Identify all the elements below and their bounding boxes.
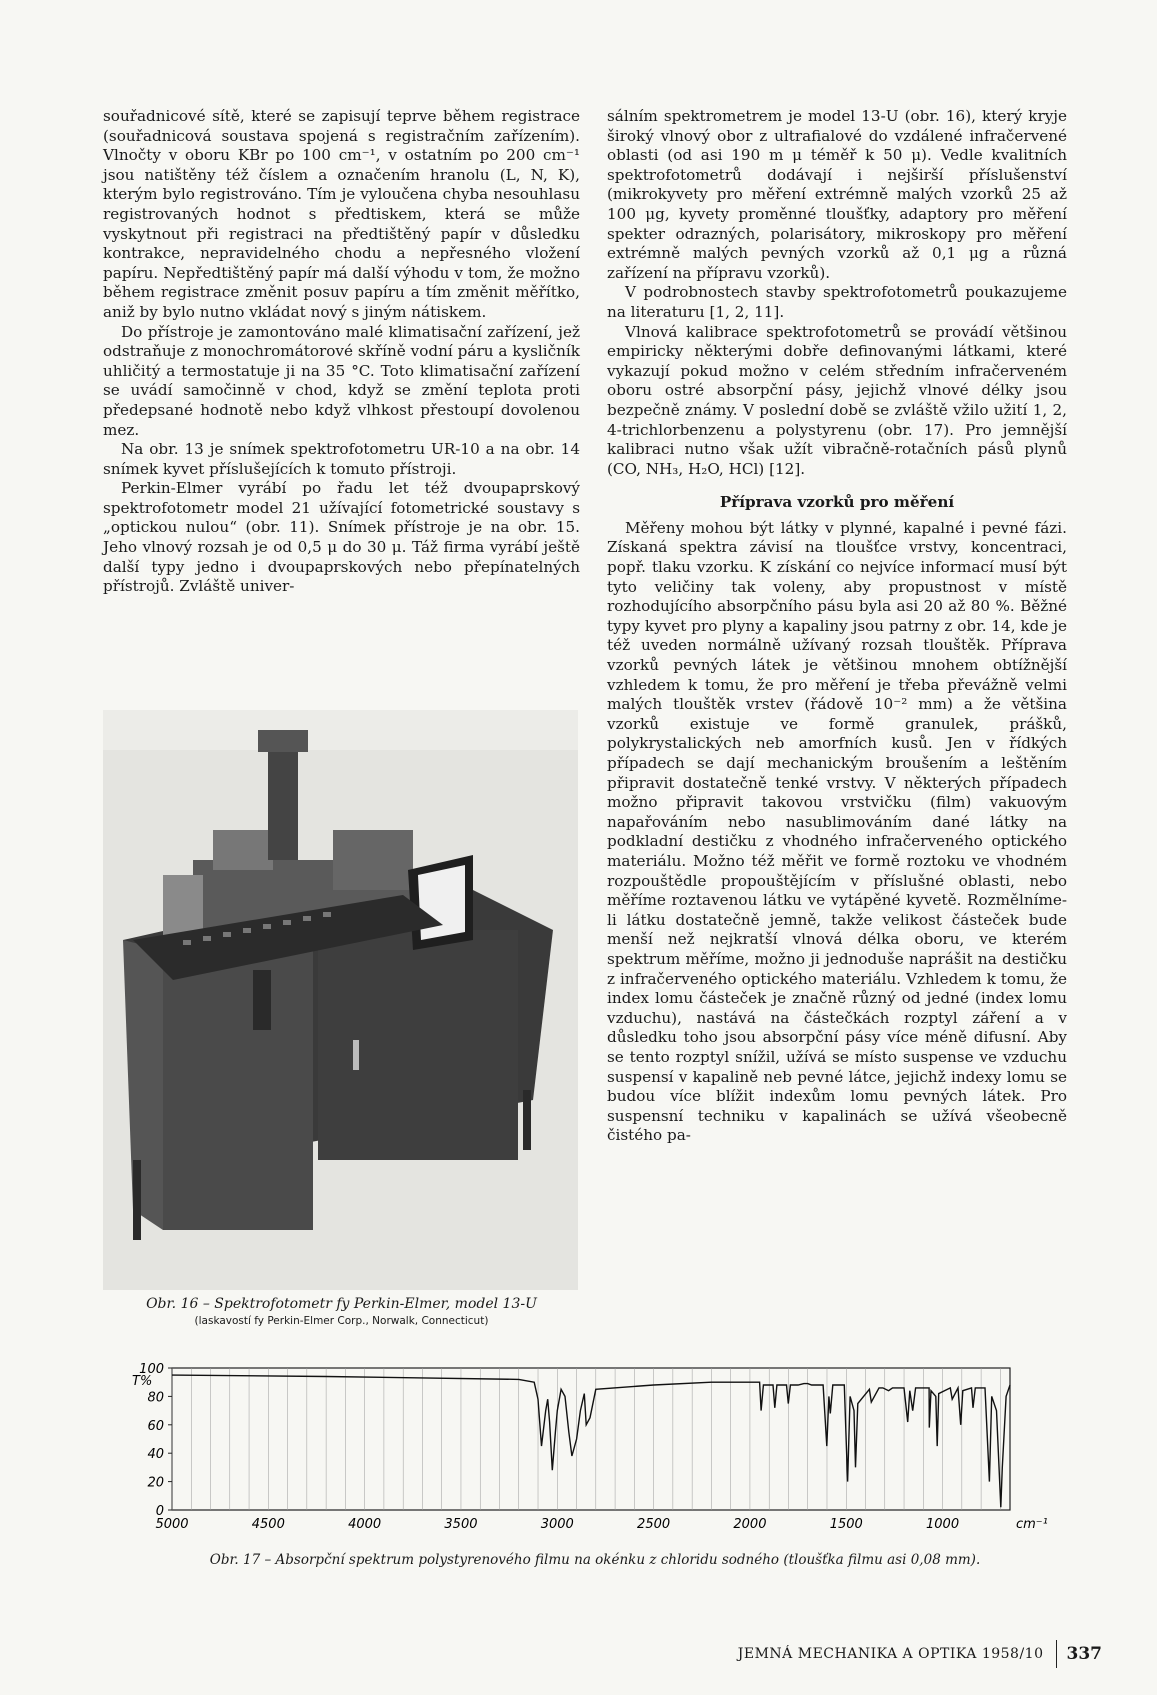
x-tick-label: 1000 (926, 1517, 960, 1532)
paragraph: souřadnicové sítě, které se zapisují teprve během registrace (souřadnicová soustava spojená s registračním zařízením). Vlnočty v oboru KBr po 100 cm⁻¹, v ostatním po 200 cm⁻¹ jsou natištěny též číslem a označením hranolu (L, N, K), kterým bylo registrováno. Tím je vyloučena chyba nesouhlasu registrovaných hodnot s předtiskem, která se může vyskytnout při registraci na předtištěný papír v důsledku kontrakce, nepravidelného chodu a nepřesného vložení papíru. Nepředtištěný papír má další výhodu v tom, že možno během registrace změnit posuv papíru a tím změnit měřítko, aniž by bylo nutno vkládat nový s jiným nátiskem. (103, 107, 580, 321)
footer-divider (1056, 1640, 1057, 1668)
figure-16-caption-credit: (laskavostí fy Perkin-Elmer Corp., Norwalk, Connecticut) (194, 1315, 489, 1327)
y-tick-label: 0 (155, 1504, 164, 1519)
paragraph: V podrobnostech stavby spektrofotometrů poukazujeme na literaturu [1, 2, 11]. (607, 283, 1067, 321)
y-tick-label: 40 (147, 1447, 164, 1463)
paragraph: Vlnová kalibrace spektrofotometrů se provádí většinou empiricky některými dobře definovanými látkami, které vykazují pokud možno v celém středním infračerveném oboru ostré absorpční pásy, jejichž vlnové délky jsou bezpečně známy. V poslední době se zvláště vžilo užití 1, 2, 4-trichlorbenzenu a polystyrenu (obr. 17). Pro jemnější kalibraci nutno však užít vibračně-rotačních pásů plynů (CO, NH₃, H₂O, HCl) [12]. (607, 322, 1067, 478)
y-axis-label: T% (132, 1374, 153, 1390)
journal-name: JEMNÁ MECHANIKA A OPTIKA 1958/10 (737, 1646, 1044, 1662)
y-tick-label: 60 (147, 1418, 164, 1434)
x-tick-label: 1500 (829, 1517, 863, 1532)
figure-16-caption (103, 1296, 580, 1330)
paragraph: Perkin-Elmer vyrábí po řadu let též dvoupaprskový spektrofotometr model 21 užívající fotometrické soustavy s „optickou nulou“ (obr. 11). Snímek přístroje je na obr. 15. Jeho vlnový rozsah je od 0,5 μ do 30 μ. Táž firma vyrábí ještě další typy jedno i dvoupaprskových nebo přepínatelných přístrojů. Zvláště univer- (103, 479, 580, 596)
spectrum-svg (130, 1360, 1060, 1545)
figure-17-caption: Obr. 17 – Absorpční spektrum polystyrenového filmu na okénku z chloridu sodného (tloušťka filmu asi 0,08 mm). (209, 1552, 981, 1568)
right-column (607, 107, 1067, 1146)
page-footer (738, 1640, 1102, 1668)
instrument-photo (103, 710, 578, 1290)
y-tick-label: 80 (147, 1390, 164, 1406)
x-tick-label: 4000 (348, 1517, 382, 1532)
x-tick-label: 2000 (733, 1517, 767, 1532)
section-heading: Příprava vzorků pro měření (719, 493, 955, 512)
y-tick-label: 100 (139, 1362, 164, 1377)
page-number: 337 (1066, 1644, 1102, 1664)
paragraph: sálním spektrometrem je model 13-U (obr. 16), který kryje široký vlnový obor z ultrafialové do vzdálené infračervené oblasti (od asi 190 m μ téměř k 50 μ). Vedle kvalitních spektrofotometrů dodávají i nejširší příslušenství (mikrokyvety pro měření extrémně malých vzorků 25 až 100 μg, kyvety proměnné tloušťky, adaptory pro měření spekter odrazných, polarisátory, mikroskopy pro měření extrémně malých pevných vzorků až 0,1 μg a různá zařízení na přípravu vzorků). (607, 107, 1067, 282)
paragraph: Měřeny mohou být látky v plynné, kapalné i pevné fázi. Získaná spektra závisí na tloušťce vrstvy, koncentraci, popř. tlaku vzorku. K získání co nejvíce informací musí být tyto veličiny tak voleny, aby propustnost v místě rozhodujícího absorpčního pásu byla asi 20 až 80 %. Běžné typy kyvet pro plyny a kapaliny jsou patrny z obr. 14, kde je též uveden normálně užívaný rozsah tlouštěk. Příprava vzorků pevných látek je většinou mnohem obtížnější vzhledem k tomu, že pro měření je třeba převážně velmi malých tlouštěk vrstev (řádově 10⁻² mm) a že většina vzorků existuje ve formě granulek, prášků, polykrystalických neb amorfních kusů. Jen v řídkých případech se dají mechanickým broušením a leštěním připravit dostatečně tenké vrstvy. V některých případech možno připravit takovou vrstvičku (film) vakuovým napařováním nebo nasublimováním dané látky na podkladní destičku z vhodného infračerveného optického materiálu. Možno též měřit ve formě roztoku ve vhodném rozpouštědle propouštějícím v příslušné oblasti, nebo měříme roztavenou látku ve vytápěné kyvetě. Rozmělníme-li látku dostatečně jemně, takže velikost částeček bude menší než nejkratší vlnová délka oboru, ve kterém spektrum měříme, možno ji jednoduše naprášit na destičku z infračerveného optického materiálu. Vzhledem k tomu, že index lomu částeček je značně různý od jedné (index lomu vzduchu), nastává na částečkách rozptyl záření a v důsledku toho jsou absorpční pásy více méně difusní. Aby se tento rozptyl snížil, užívá se místo suspense ve vzduchu suspensí v kapalině neb pevné látce, jejichž indexy lomu se budou více blížit indexům lomu pevných látek. Pro suspensní techniku v kapalinách se užívá všeobecně čistého pa- (607, 518, 1067, 1145)
spectrum-chart (130, 1360, 1060, 1545)
figure-16-caption-title: Obr. 16 – Spektrofotometr fy Perkin-Elmer, model 13-U (146, 1296, 537, 1312)
x-tick-label: 3500 (444, 1517, 478, 1532)
left-column (103, 107, 580, 597)
y-tick-label: 20 (147, 1475, 164, 1491)
x-tick-label: 2500 (637, 1517, 671, 1532)
perkin-elmer-photo-illustration (103, 710, 578, 1290)
x-axis-label: cm⁻¹ (1016, 1517, 1048, 1532)
paragraph: Na obr. 13 je snímek spektrofotometru UR-10 a na obr. 14 snímek kyvet příslušejících k tomuto přístroji. (103, 440, 580, 478)
x-tick-label: 4500 (251, 1517, 285, 1532)
x-tick-label: 3000 (540, 1517, 574, 1532)
paragraph: Do přístroje je zamontováno malé klimatisační zařízení, jež odstraňuje z monochromátorové skříně vodní páru a kysličník uhličitý a termostatuje ji na 35 °C. Toto klimatisační zařízení se uvádí samočinně v chod, když se změní teplota proti předepsané hodnotě nebo když vlhkost přestoupí dovolenou mez. (103, 322, 580, 439)
spectrum-line (172, 1375, 1010, 1507)
x-tick-label: 5000 (155, 1517, 189, 1532)
